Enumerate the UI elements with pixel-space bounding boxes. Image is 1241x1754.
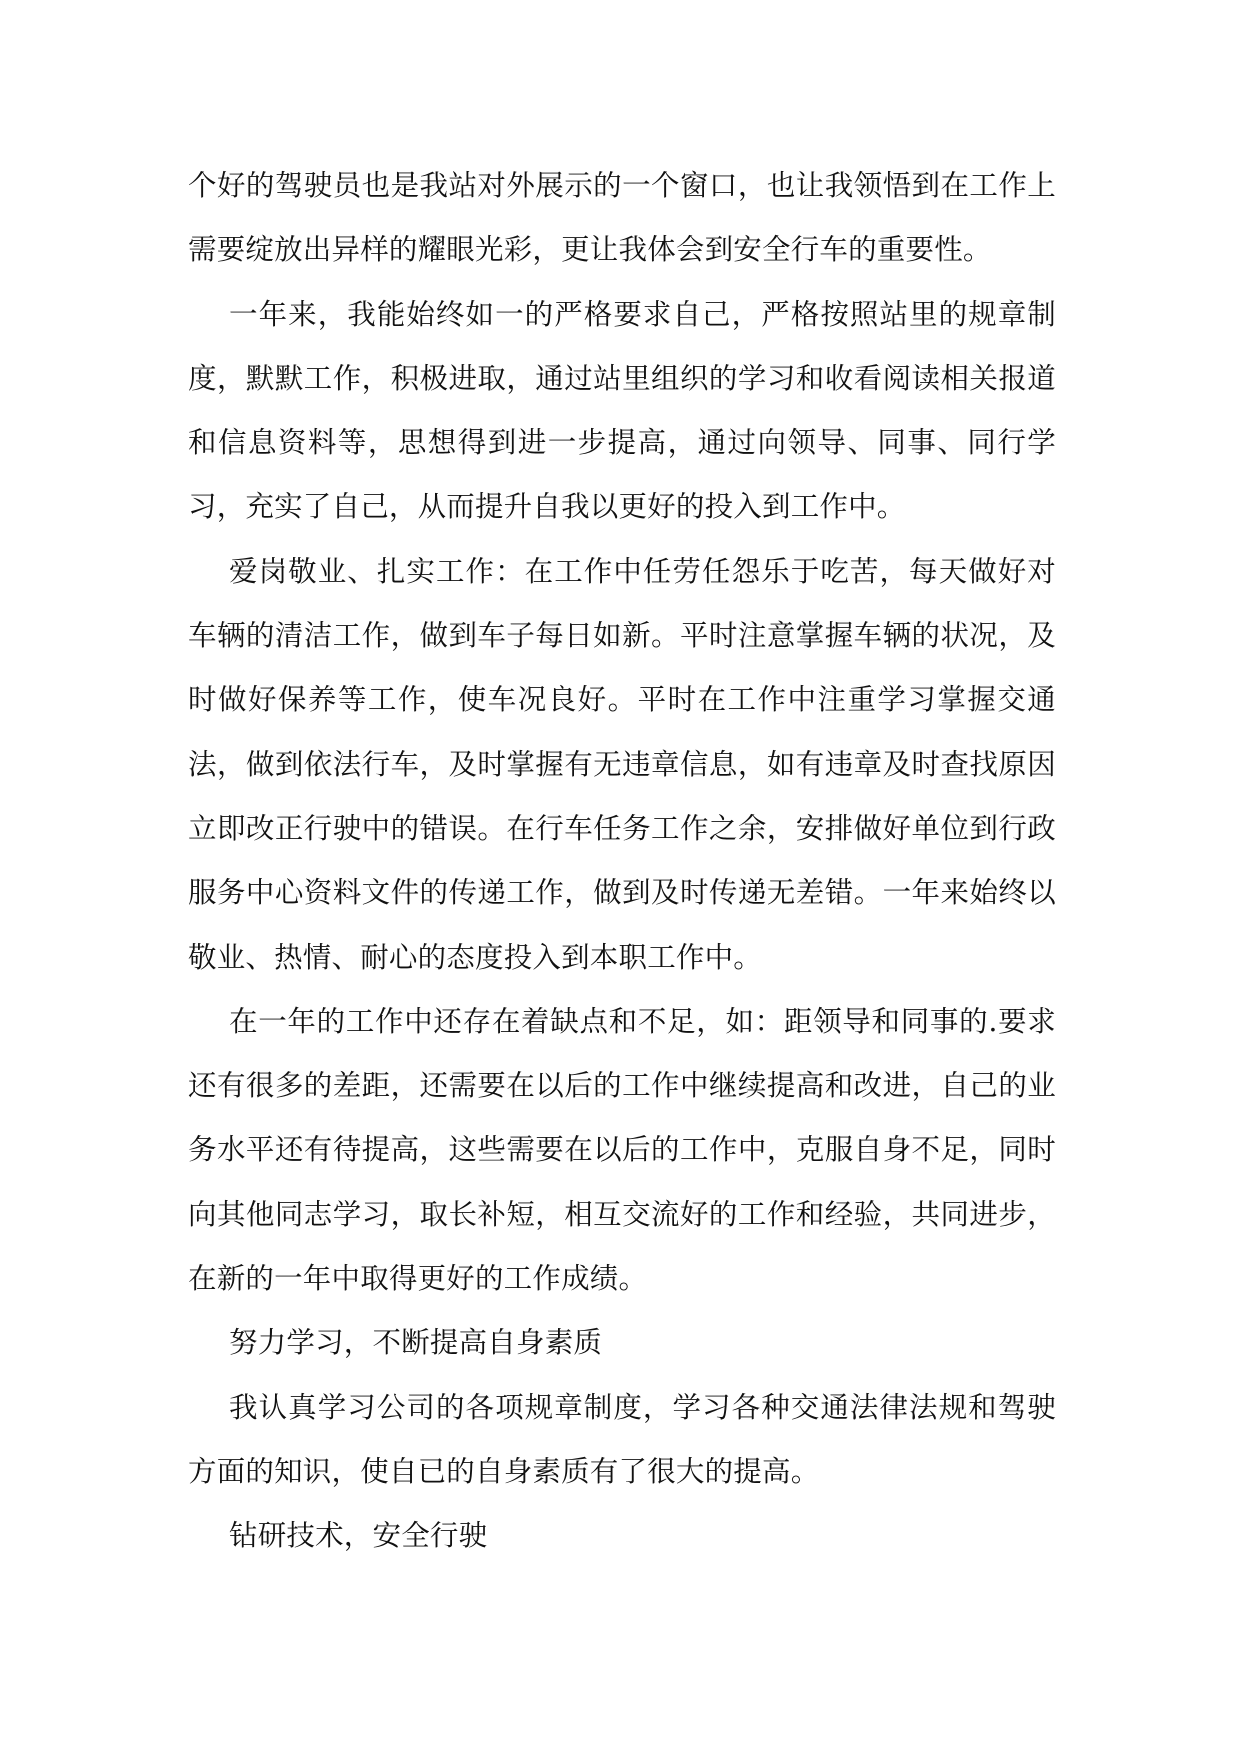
section-heading-study: 努力学习，不断提高自身素质: [229, 1326, 603, 1360]
document-body: [188, 154, 1056, 1569]
section-heading-safe-driving: 钻研技术，安全行驶: [229, 1519, 488, 1553]
paragraph-continuation: 个好的驾驶员也是我站对外展示的一个窗口，也让我领悟到在工作上需要绽放出异样的耀眼光彩，更让我体会到安全行车的重要性。: [188, 169, 1056, 267]
paragraph-self-discipline: 一年来，我能始终如一的严格要求自己，严格按照站里的规章制度，默默工作，积极进取，通过站里组织的学习和收看阅读相关报道和信息资料等，思想得到进一步提高，通过向领导、同事、同行学习，充实了自己，从而提升自我以更好的投入到工作中。: [188, 297, 1056, 524]
paragraph-study: 我认真学习公司的各项规章制度，学习各种交通法律法规和驾驶方面的知识，使自已的自身素质有了很大的提高。: [188, 1390, 1056, 1488]
paragraph-shortcomings: 在一年的工作中还存在着缺点和不足，如：距领导和同事的.要求还有很多的差距，还需要在以后的工作中继续提高和改进，自己的业务水平还有待提高，这些需要在以后的工作中，克服自身不足，同时向其他同志学习，取长补短，相互交流好的工作和经验，共同进步，在新的一年中取得更好的工作成绩。: [188, 1004, 1056, 1296]
paragraph-dedication: 爱岗敬业、扎实工作：在工作中任劳任怨乐于吃苦，每天做好对车辆的清洁工作，做到车子每日如新。平时注意掌握车辆的状况，及时做好保养等工作，使车况良好。平时在工作中注重学习掌握交通法，做到依法行车，及时掌握有无违章信息，如有违章及时查找原因立即改正行驶中的错误。在行车任务工作之余，安排做好单位到行政服务中心资料文件的传递工作，做到及时传递无差错。一年来始终以敬业、热情、耐心的态度投入到本职工作中。: [188, 554, 1056, 974]
